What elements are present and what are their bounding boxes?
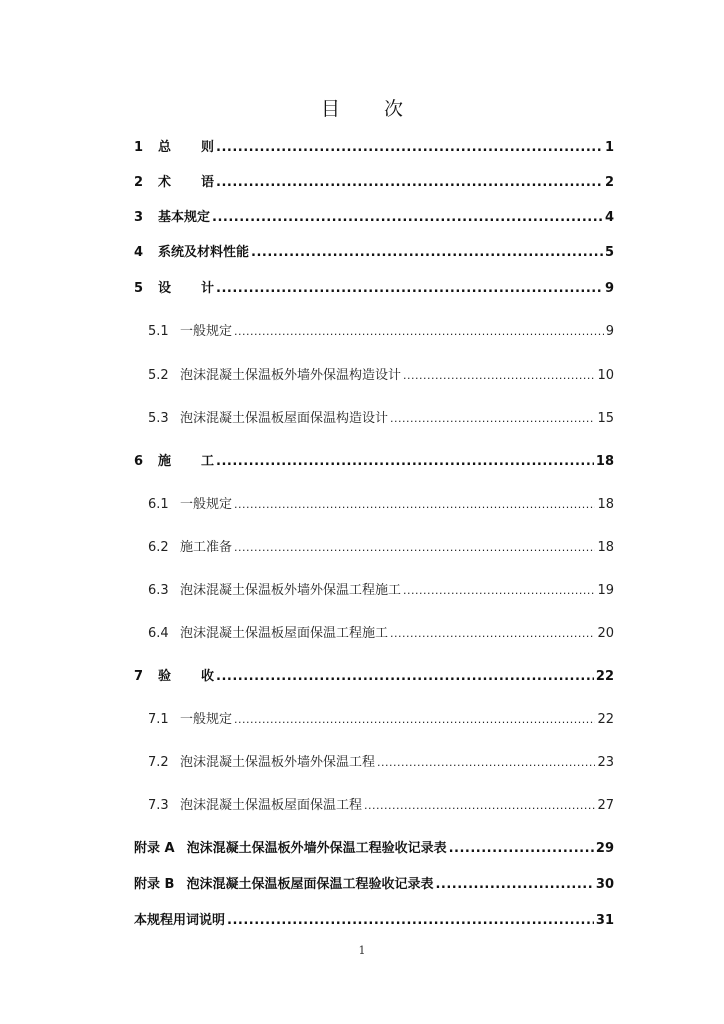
toc-entry-number: 7 bbox=[134, 669, 144, 684]
dot-leader bbox=[377, 756, 595, 770]
toc-entry-label: 泡沫混凝土保温板外墙外保温工程施工 bbox=[180, 583, 402, 598]
toc-entry-number: 6.1 bbox=[148, 497, 169, 512]
toc-entry-label: 系统及材料性能 bbox=[158, 245, 250, 260]
toc-entry-number: 5 bbox=[134, 281, 144, 296]
toc-entry-page: 5 bbox=[604, 245, 614, 260]
dot-leader bbox=[449, 842, 594, 856]
toc-entry-6-2[interactable] bbox=[148, 533, 614, 555]
toc-entry-6-4[interactable] bbox=[148, 619, 614, 641]
toc-entry-7-3[interactable] bbox=[148, 791, 614, 813]
toc-entry-number: 6.2 bbox=[148, 540, 169, 555]
toc-entry-number: 7.1 bbox=[148, 712, 169, 727]
dot-leader bbox=[234, 713, 595, 727]
toc-entry-number: 5.3 bbox=[148, 411, 169, 426]
toc-entry-2[interactable] bbox=[134, 168, 614, 190]
toc-entry-label: 总 则 bbox=[158, 140, 215, 155]
toc-entry-number: 4 bbox=[134, 245, 144, 260]
toc-entry-page: 29 bbox=[595, 841, 614, 856]
dot-leader bbox=[216, 670, 594, 684]
toc-title-char-1: 目 bbox=[320, 98, 340, 120]
dot-leader bbox=[216, 176, 603, 190]
toc-entry-label: 泡沫混凝土保温板屋面保温工程 bbox=[180, 798, 363, 813]
toc-entry-page: 18 bbox=[595, 454, 614, 469]
dot-leader bbox=[234, 541, 595, 555]
toc-entry-label: 一般规定 bbox=[180, 497, 233, 512]
toc-entry-number: 1 bbox=[134, 140, 144, 155]
dot-leader bbox=[435, 878, 593, 892]
toc-entry-number: 5.2 bbox=[148, 368, 169, 383]
dot-leader bbox=[403, 369, 595, 383]
dot-leader bbox=[216, 282, 603, 296]
toc-entry-page: 23 bbox=[597, 755, 614, 770]
toc-entry-label: 泡沫混凝土保温板外墙外保温构造设计 bbox=[180, 368, 402, 383]
toc-entry-1[interactable] bbox=[134, 133, 614, 155]
toc-entry-page: 22 bbox=[595, 669, 614, 684]
toc-entry-label: 泡沫混凝土保温板屋面保温工程验收记录表 bbox=[186, 877, 434, 892]
dot-leader bbox=[234, 498, 595, 512]
toc-entry-label: 验 收 bbox=[158, 669, 215, 684]
toc-entry-7-2[interactable] bbox=[148, 748, 614, 770]
toc-entry-label: 泡沫混凝土保温板屋面保温构造设计 bbox=[180, 411, 389, 426]
toc-entry-appendix-a[interactable] bbox=[134, 834, 614, 856]
toc-entry-5[interactable] bbox=[134, 274, 614, 296]
toc-entry-label: 设 计 bbox=[158, 281, 215, 296]
toc-entry-page: 10 bbox=[597, 368, 614, 383]
dot-leader bbox=[251, 246, 603, 260]
toc-entry-number: 7.2 bbox=[148, 755, 169, 770]
toc-entry-page: 30 bbox=[595, 877, 614, 892]
toc-entry-4[interactable] bbox=[134, 238, 614, 260]
toc-entry-wording-explanation[interactable] bbox=[134, 906, 614, 928]
toc-entry-label: 泡沫混凝土保温板屋面保温工程施工 bbox=[180, 626, 389, 641]
dot-leader bbox=[216, 141, 603, 155]
toc-entry-number: 3 bbox=[134, 210, 144, 225]
dot-leader bbox=[403, 584, 595, 598]
toc-entry-5-1[interactable] bbox=[148, 317, 614, 339]
toc-entry-label: 一般规定 bbox=[180, 324, 233, 339]
toc-entry-number: 2 bbox=[134, 175, 144, 190]
dot-leader bbox=[364, 799, 595, 813]
toc-entry-3[interactable] bbox=[134, 203, 614, 225]
toc-entry-6-1[interactable] bbox=[148, 490, 614, 512]
toc-entry-appendix-b[interactable] bbox=[134, 870, 614, 892]
toc-entry-page: 15 bbox=[597, 411, 614, 426]
toc-entry-page: 18 bbox=[597, 540, 614, 555]
dot-leader bbox=[227, 914, 594, 928]
toc-entry-7-1[interactable] bbox=[148, 705, 614, 727]
toc-entry-page: 4 bbox=[604, 210, 614, 225]
toc-entry-page: 31 bbox=[595, 913, 614, 928]
toc-entry-label: 施工准备 bbox=[180, 540, 233, 555]
toc-entry-label: 一般规定 bbox=[180, 712, 233, 727]
toc-entry-number: 6.4 bbox=[148, 626, 169, 641]
toc-entry-5-2[interactable] bbox=[148, 361, 614, 383]
toc-entry-page: 1 bbox=[604, 140, 614, 155]
toc-entry-6-3[interactable] bbox=[148, 576, 614, 598]
toc-entry-label: 施 工 bbox=[158, 454, 215, 469]
toc-entry-page: 2 bbox=[604, 175, 614, 190]
toc-title bbox=[0, 94, 724, 121]
toc-entry-label: 泡沫混凝土保温板外墙外保温工程 bbox=[180, 755, 376, 770]
toc-entry-7[interactable] bbox=[134, 662, 614, 684]
toc-entry-6[interactable] bbox=[134, 447, 614, 469]
toc-entry-label: 本规程用词说明 bbox=[134, 913, 226, 928]
toc-entry-number: 附录 A bbox=[134, 841, 175, 856]
toc-entry-label: 术 语 bbox=[158, 175, 215, 190]
toc-entry-number: 5.1 bbox=[148, 324, 169, 339]
page-number: 1 bbox=[358, 944, 366, 957]
toc-entry-page: 20 bbox=[597, 626, 614, 641]
toc-entry-5-3[interactable] bbox=[148, 404, 614, 426]
toc-entry-page: 27 bbox=[597, 798, 614, 813]
dot-leader bbox=[212, 211, 603, 225]
toc-entry-number: 6 bbox=[134, 454, 144, 469]
toc-entry-page: 18 bbox=[597, 497, 614, 512]
dot-leader bbox=[216, 455, 594, 469]
toc-entry-label: 基本规定 bbox=[158, 210, 211, 225]
toc-entry-page: 22 bbox=[597, 712, 614, 727]
toc-entry-page: 9 bbox=[604, 281, 614, 296]
toc-entry-number: 6.3 bbox=[148, 583, 169, 598]
toc-entry-number: 7.3 bbox=[148, 798, 169, 813]
toc-entry-number: 附录 B bbox=[134, 877, 175, 892]
toc-entry-page: 9 bbox=[605, 324, 614, 339]
dot-leader bbox=[234, 325, 604, 339]
toc-entry-page: 19 bbox=[597, 583, 614, 598]
dot-leader bbox=[390, 627, 595, 641]
dot-leader bbox=[390, 412, 595, 426]
toc-title-char-2: 次 bbox=[384, 98, 404, 120]
toc-entry-label: 泡沫混凝土保温板外墙外保温工程验收记录表 bbox=[186, 841, 447, 856]
